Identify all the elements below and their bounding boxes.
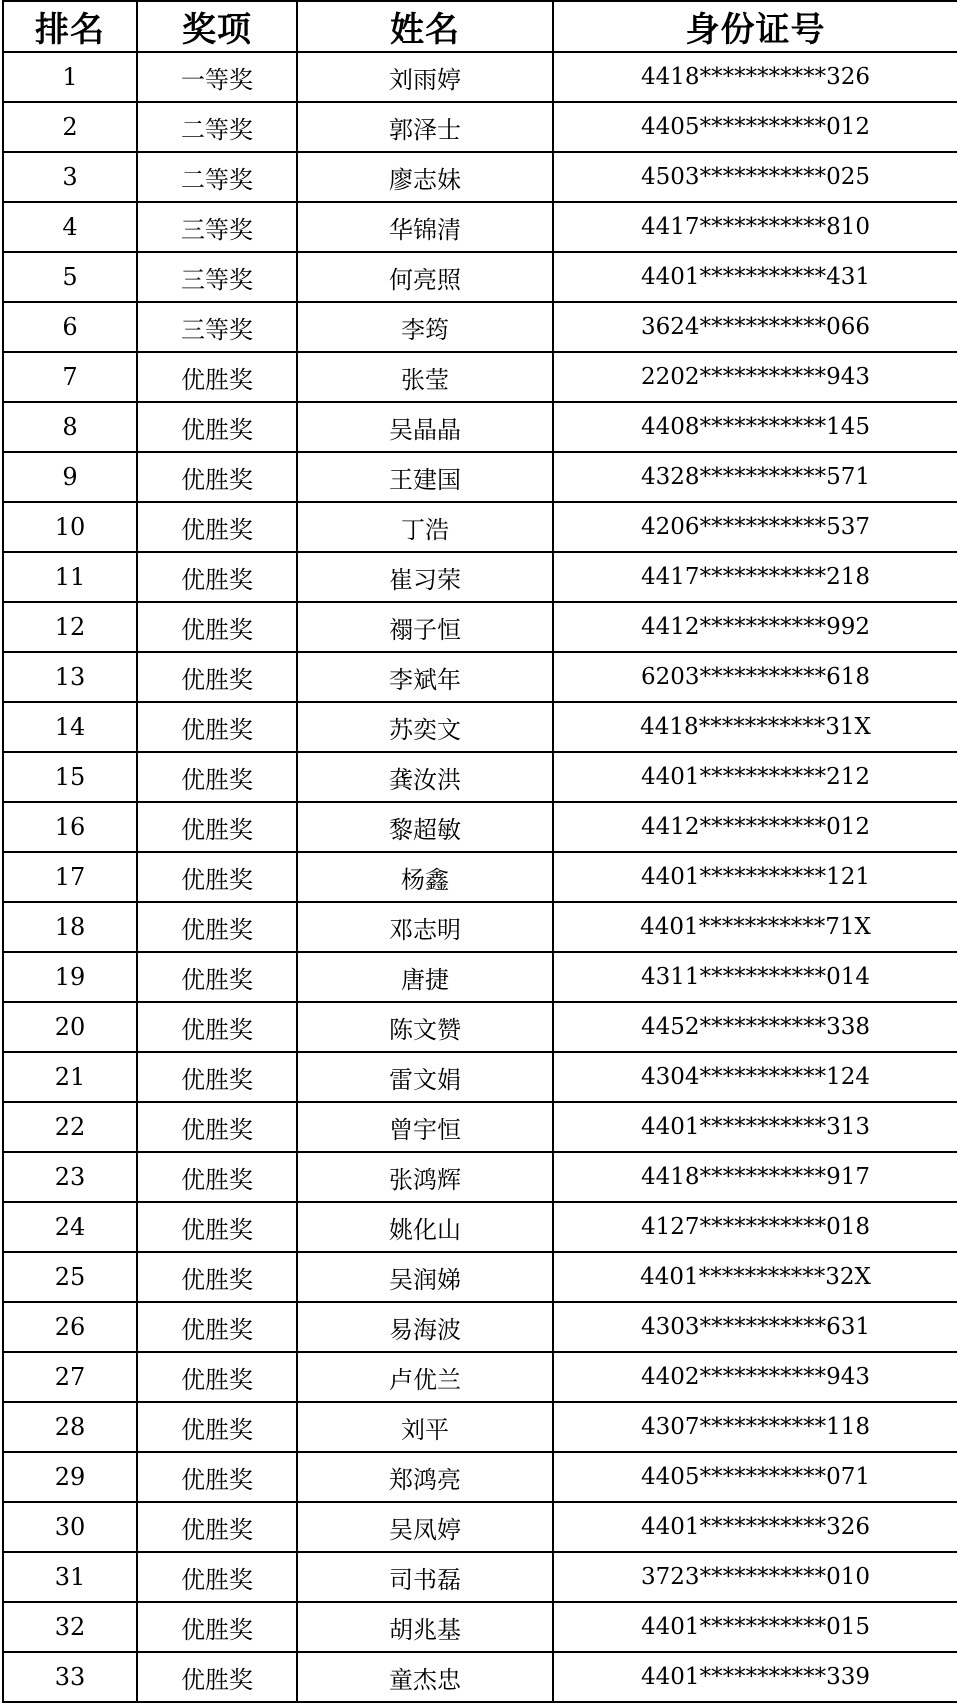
- name-cell: 黎超敏: [297, 802, 553, 852]
- table-row: [3, 1202, 957, 1252]
- id-number-cell: 4412***********012: [553, 802, 957, 852]
- id-number-cell: 4405***********071: [553, 1452, 957, 1502]
- id-number-cell: 4418***********917: [553, 1152, 957, 1202]
- id-number-cell: 4311***********014: [553, 952, 957, 1002]
- table-row: [3, 452, 957, 502]
- table-row: [3, 302, 957, 352]
- name-cell: 卢优兰: [297, 1352, 553, 1402]
- table-row: [3, 1602, 957, 1652]
- name-cell: 王建国: [297, 452, 553, 502]
- prize-cell: 二等奖: [137, 152, 297, 202]
- id-number-cell: 4401***********71X: [553, 902, 957, 952]
- id-number-cell: 2202***********943: [553, 352, 957, 402]
- table-row: [3, 1302, 957, 1352]
- id-number-cell: 4401***********212: [553, 752, 957, 802]
- prize-cell: 优胜奖: [137, 1502, 297, 1552]
- name-cell: 苏奕文: [297, 702, 553, 752]
- id-number-cell: 4412***********992: [553, 602, 957, 652]
- prize-cell: 优胜奖: [137, 1352, 297, 1402]
- table-row: [3, 1152, 957, 1202]
- table-row: [3, 802, 957, 852]
- id-number-cell: 4401***********015: [553, 1602, 957, 1652]
- rank-cell: 19: [3, 952, 137, 1002]
- name-cell: 邓志明: [297, 902, 553, 952]
- id-number-cell: 4402***********943: [553, 1352, 957, 1402]
- table-row: [3, 1652, 957, 1702]
- table-row: [3, 1552, 957, 1602]
- rank-cell: 2: [3, 102, 137, 152]
- name-cell: 华锦清: [297, 202, 553, 252]
- id-number-cell: 4401***********313: [553, 1102, 957, 1152]
- rank-cell: 14: [3, 702, 137, 752]
- rank-cell: 11: [3, 552, 137, 602]
- prize-cell: 优胜奖: [137, 1402, 297, 1452]
- award-list-sheet: [2, 0, 957, 1703]
- prize-cell: 二等奖: [137, 102, 297, 152]
- name-cell: 吴晶晶: [297, 402, 553, 452]
- id-number-cell: 4417***********218: [553, 552, 957, 602]
- table-row: [3, 152, 957, 202]
- table-row: [3, 752, 957, 802]
- id-number-cell: 4304***********124: [553, 1052, 957, 1102]
- id-number-cell: 4418***********31X: [553, 702, 957, 752]
- name-cell: 刘平: [297, 1402, 553, 1452]
- rank-cell: 3: [3, 152, 137, 202]
- name-cell: 李筠: [297, 302, 553, 352]
- prize-cell: 一等奖: [137, 52, 297, 102]
- id-number-cell: 4418***********326: [553, 52, 957, 102]
- id-number-cell: 4405***********012: [553, 102, 957, 152]
- prize-cell: 优胜奖: [137, 1002, 297, 1052]
- prize-cell: 优胜奖: [137, 602, 297, 652]
- prize-cell: 优胜奖: [137, 852, 297, 902]
- prize-cell: 优胜奖: [137, 702, 297, 752]
- name-cell: 张鸿辉: [297, 1152, 553, 1202]
- prize-cell: 优胜奖: [137, 902, 297, 952]
- name-cell: 易海波: [297, 1302, 553, 1352]
- rank-cell: 25: [3, 1252, 137, 1302]
- table-row: [3, 352, 957, 402]
- id-number-cell: 4307***********118: [553, 1402, 957, 1452]
- id-number-cell: 4401***********339: [553, 1652, 957, 1702]
- rank-cell: 5: [3, 252, 137, 302]
- rank-cell: 4: [3, 202, 137, 252]
- rank-cell: 10: [3, 502, 137, 552]
- prize-cell: 三等奖: [137, 302, 297, 352]
- table-row: [3, 652, 957, 702]
- name-cell: 童杰忠: [297, 1652, 553, 1702]
- id-number-cell: 4206***********537: [553, 502, 957, 552]
- name-cell: 唐捷: [297, 952, 553, 1002]
- id-number-cell: 4452***********338: [553, 1002, 957, 1052]
- name-cell: 郭泽士: [297, 102, 553, 152]
- id-number-cell: 4401***********121: [553, 852, 957, 902]
- table-row: [3, 52, 957, 102]
- rank-cell: 13: [3, 652, 137, 702]
- table-row: [3, 552, 957, 602]
- rank-cell: 16: [3, 802, 137, 852]
- prize-cell: 优胜奖: [137, 1052, 297, 1102]
- name-cell: 陈文赞: [297, 1002, 553, 1052]
- id-number-cell: 4303***********631: [553, 1302, 957, 1352]
- name-cell: 张莹: [297, 352, 553, 402]
- prize-cell: 优胜奖: [137, 1552, 297, 1602]
- table-row: [3, 1052, 957, 1102]
- name-cell: 崔习荣: [297, 552, 553, 602]
- id-number-cell: 3624***********066: [553, 302, 957, 352]
- name-cell: 胡兆基: [297, 1602, 553, 1652]
- table-row: [3, 852, 957, 902]
- table-row: [3, 902, 957, 952]
- award-table: [2, 0, 957, 1703]
- name-cell: 曾宇恒: [297, 1102, 553, 1152]
- rank-cell: 30: [3, 1502, 137, 1552]
- id-number-cell: 4328***********571: [553, 452, 957, 502]
- name-cell: 姚化山: [297, 1202, 553, 1252]
- prize-cell: 优胜奖: [137, 1652, 297, 1702]
- header-rank: 排名: [3, 1, 137, 52]
- table-row: [3, 1002, 957, 1052]
- rank-cell: 17: [3, 852, 137, 902]
- id-number-cell: 4503***********025: [553, 152, 957, 202]
- rank-cell: 9: [3, 452, 137, 502]
- rank-cell: 12: [3, 602, 137, 652]
- table-row: [3, 502, 957, 552]
- id-number-cell: 4408***********145: [553, 402, 957, 452]
- table-row: [3, 402, 957, 452]
- prize-cell: 优胜奖: [137, 502, 297, 552]
- prize-cell: 优胜奖: [137, 802, 297, 852]
- table-row: [3, 252, 957, 302]
- prize-cell: 优胜奖: [137, 352, 297, 402]
- prize-cell: 优胜奖: [137, 1152, 297, 1202]
- prize-cell: 优胜奖: [137, 952, 297, 1002]
- prize-cell: 优胜奖: [137, 1202, 297, 1252]
- prize-cell: 优胜奖: [137, 552, 297, 602]
- rank-cell: 33: [3, 1652, 137, 1702]
- rank-cell: 26: [3, 1302, 137, 1352]
- rank-cell: 27: [3, 1352, 137, 1402]
- name-cell: 吴润娣: [297, 1252, 553, 1302]
- header-row: [3, 1, 957, 52]
- table-row: [3, 1402, 957, 1452]
- id-number-cell: 4127***********018: [553, 1202, 957, 1252]
- rank-cell: 22: [3, 1102, 137, 1152]
- prize-cell: 优胜奖: [137, 752, 297, 802]
- name-cell: 廖志妹: [297, 152, 553, 202]
- id-number-cell: 3723***********010: [553, 1552, 957, 1602]
- prize-cell: 优胜奖: [137, 402, 297, 452]
- rank-cell: 15: [3, 752, 137, 802]
- prize-cell: 三等奖: [137, 252, 297, 302]
- prize-cell: 优胜奖: [137, 652, 297, 702]
- rank-cell: 18: [3, 902, 137, 952]
- id-number-cell: 4401***********32X: [553, 1252, 957, 1302]
- prize-cell: 优胜奖: [137, 1302, 297, 1352]
- name-cell: 李斌年: [297, 652, 553, 702]
- table-row: [3, 102, 957, 152]
- rank-cell: 32: [3, 1602, 137, 1652]
- table-row: [3, 1352, 957, 1402]
- name-cell: 吴凤婷: [297, 1502, 553, 1552]
- prize-cell: 优胜奖: [137, 1252, 297, 1302]
- rank-cell: 7: [3, 352, 137, 402]
- rank-cell: 31: [3, 1552, 137, 1602]
- name-cell: 何亮照: [297, 252, 553, 302]
- rank-cell: 6: [3, 302, 137, 352]
- name-cell: 刘雨婷: [297, 52, 553, 102]
- table-row: [3, 1502, 957, 1552]
- table-row: [3, 602, 957, 652]
- header-prize: 奖项: [137, 1, 297, 52]
- name-cell: 郑鸿亮: [297, 1452, 553, 1502]
- id-number-cell: 4417***********810: [553, 202, 957, 252]
- name-cell: 司书磊: [297, 1552, 553, 1602]
- rank-cell: 8: [3, 402, 137, 452]
- name-cell: 杨鑫: [297, 852, 553, 902]
- prize-cell: 优胜奖: [137, 1602, 297, 1652]
- rank-cell: 1: [3, 52, 137, 102]
- table-row: [3, 1102, 957, 1152]
- rank-cell: 28: [3, 1402, 137, 1452]
- table-row: [3, 1252, 957, 1302]
- rank-cell: 23: [3, 1152, 137, 1202]
- table-row: [3, 952, 957, 1002]
- id-number-cell: 4401***********326: [553, 1502, 957, 1552]
- rank-cell: 21: [3, 1052, 137, 1102]
- table-row: [3, 1452, 957, 1502]
- name-cell: 禤子恒: [297, 602, 553, 652]
- name-cell: 雷文娟: [297, 1052, 553, 1102]
- id-number-cell: 4401***********431: [553, 252, 957, 302]
- table-row: [3, 202, 957, 252]
- rank-cell: 20: [3, 1002, 137, 1052]
- rank-cell: 24: [3, 1202, 137, 1252]
- rank-cell: 29: [3, 1452, 137, 1502]
- prize-cell: 优胜奖: [137, 1102, 297, 1152]
- prize-cell: 三等奖: [137, 202, 297, 252]
- prize-cell: 优胜奖: [137, 452, 297, 502]
- id-number-cell: 6203***********618: [553, 652, 957, 702]
- name-cell: 丁浩: [297, 502, 553, 552]
- name-cell: 龚汝洪: [297, 752, 553, 802]
- table-row: [3, 702, 957, 752]
- header-id-number: 身份证号: [553, 1, 957, 52]
- header-name: 姓名: [297, 1, 553, 52]
- table-body: [3, 52, 957, 1702]
- prize-cell: 优胜奖: [137, 1452, 297, 1502]
